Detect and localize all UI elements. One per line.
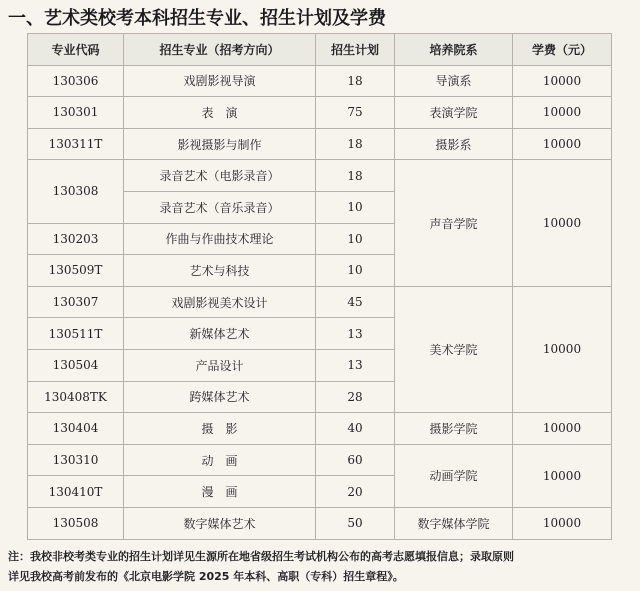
major-name: 影视摄影与制作 — [124, 128, 316, 160]
enrollment-plan: 10 — [316, 223, 395, 255]
major-name: 戏剧影视导演 — [124, 65, 316, 97]
department: 摄影学院 — [395, 413, 513, 445]
tuition-fee: 10000 — [513, 128, 612, 160]
enrollment-plan: 18 — [316, 128, 395, 160]
header-major: 招生专业（招考方向） — [124, 34, 316, 66]
enrollment-plan: 10 — [316, 255, 395, 287]
tuition-fee: 10000 — [513, 507, 612, 539]
header-department: 培养院系 — [395, 34, 513, 66]
department: 导演系 — [395, 65, 513, 97]
major-name: 录音艺术（音乐录音） — [124, 191, 316, 223]
major-name: 录音艺术（电影录音） — [124, 160, 316, 192]
major-code: 130511T — [28, 318, 124, 350]
table-row — [28, 413, 612, 445]
major-name: 戏剧影视美术设计 — [124, 286, 316, 318]
tuition-fee: 10000 — [513, 444, 612, 507]
tuition-fee: 10000 — [513, 97, 612, 129]
major-name: 产品设计 — [124, 349, 316, 381]
major-code: 130509T — [28, 255, 124, 287]
enrollment-plan: 50 — [316, 507, 395, 539]
major-code: 130306 — [28, 65, 124, 97]
department: 表演学院 — [395, 97, 513, 129]
enrollment-plan: 75 — [316, 97, 395, 129]
major-name: 跨媒体艺术 — [124, 381, 316, 413]
department: 声音学院 — [395, 160, 513, 286]
table-row — [28, 444, 612, 476]
major-name: 艺术与科技 — [124, 255, 316, 287]
enrollment-plan: 60 — [316, 444, 395, 476]
table-row — [28, 286, 612, 318]
enrollment-plan: 40 — [316, 413, 395, 445]
major-name: 作曲与作曲技术理论 — [124, 223, 316, 255]
department: 数字媒体学院 — [395, 507, 513, 539]
major-code: 130311T — [28, 128, 124, 160]
footnote-line-1: 注：我校非校考类专业的招生计划详见生源所在地省级招生考试机构公布的高考志愿填报信息；录取原则 — [8, 550, 514, 563]
header-plan: 招生计划 — [316, 34, 395, 66]
footnote-line-2: 详见我校高考前发布的《北京电影学院 2025 年本科、高职（专科）招生章程》。 — [8, 570, 404, 583]
enrollment-plan: 18 — [316, 65, 395, 97]
major-code: 130404 — [28, 413, 124, 445]
table-row — [28, 160, 612, 192]
admission-table — [27, 33, 612, 540]
enrollment-plan: 45 — [316, 286, 395, 318]
table-row — [28, 128, 612, 160]
major-name: 动 画 — [124, 444, 316, 476]
section-title: 一、艺术类校考本科招生专业、招生计划及学费 — [8, 8, 386, 29]
major-code: 130410T — [28, 476, 124, 508]
header-fee: 学费（元） — [513, 34, 612, 66]
department: 美术学院 — [395, 286, 513, 412]
tuition-fee: 10000 — [513, 65, 612, 97]
major-code: 130310 — [28, 444, 124, 476]
tuition-fee: 10000 — [513, 286, 612, 412]
enrollment-plan: 28 — [316, 381, 395, 413]
enrollment-plan: 18 — [316, 160, 395, 192]
footnote — [8, 547, 636, 587]
major-code: 130307 — [28, 286, 124, 318]
table-row — [28, 65, 612, 97]
major-code: 130408TK — [28, 381, 124, 413]
major-code: 130203 — [28, 223, 124, 255]
major-code: 130504 — [28, 349, 124, 381]
major-code: 130508 — [28, 507, 124, 539]
tuition-fee: 10000 — [513, 413, 612, 445]
major-code: 130301 — [28, 97, 124, 129]
header-code: 专业代码 — [28, 34, 124, 66]
table-row — [28, 97, 612, 129]
table-row — [28, 507, 612, 539]
major-name: 漫 画 — [124, 476, 316, 508]
enrollment-plan: 10 — [316, 191, 395, 223]
enrollment-plan: 20 — [316, 476, 395, 508]
major-name: 数字媒体艺术 — [124, 507, 316, 539]
major-name: 新媒体艺术 — [124, 318, 316, 350]
enrollment-plan: 13 — [316, 318, 395, 350]
tuition-fee: 10000 — [513, 160, 612, 286]
department: 摄影系 — [395, 128, 513, 160]
table-header-row — [28, 34, 612, 66]
enrollment-plan: 13 — [316, 349, 395, 381]
major-name: 表 演 — [124, 97, 316, 129]
department: 动画学院 — [395, 444, 513, 507]
major-code: 130308 — [28, 160, 124, 223]
major-name: 摄 影 — [124, 413, 316, 445]
